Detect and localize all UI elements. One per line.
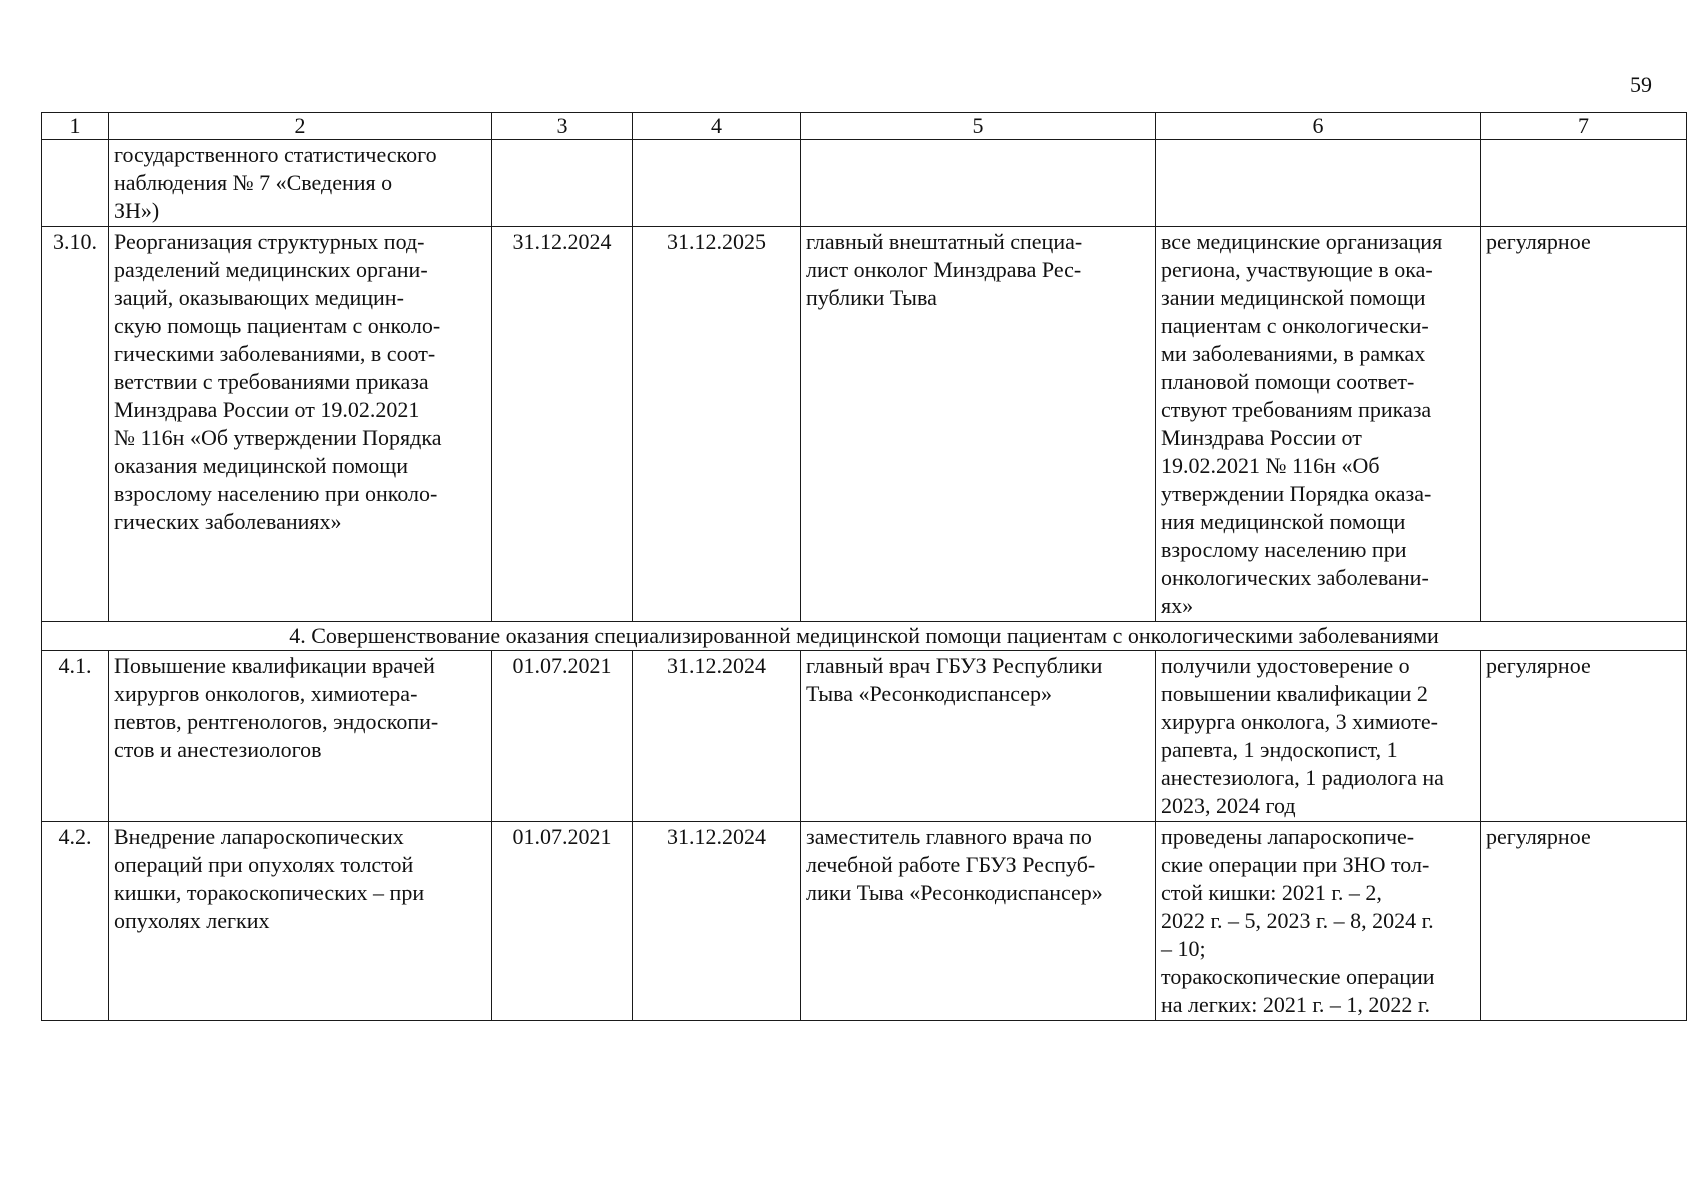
action-cell: государственного статистического наблюдения № 7 «Сведения о ЗН») (109, 140, 492, 227)
row-number: 3.10. (42, 227, 109, 622)
start-date-cell: 01.07.2021 (492, 822, 633, 1021)
table-row (42, 227, 1687, 622)
responsible-cell: главный внештатный специа- лист онколог Минздрава Рес- публики Тыва (801, 227, 1156, 622)
start-date-cell: 01.07.2021 (492, 651, 633, 822)
result-cell: все медицинские организация региона, участвующие в ока- зании медицинской помощи пациентам с онкологически- ми заболеваниями, в рамках плановой помощи соответ- ствуют требованиям приказа Минздрава России от 19.02.2021 № 116н «Об утверждении Порядка оказа- ния медицинской помощи взрослому населению при онкологических заболевани- ях» (1156, 227, 1481, 622)
type-cell: регулярное (1481, 227, 1687, 622)
start-date-cell: 31.12.2024 (492, 227, 633, 622)
table-row (42, 822, 1687, 1021)
responsible-cell: главный врач ГБУЗ Республики Тыва «Ресонкодиспансер» (801, 651, 1156, 822)
result-cell: получили удостоверение о повышении квалификации 2 хирурга онколога, 3 химиоте- рапевта, 1 эндоскопист, 1 анестезиолога, 1 радиолога на 2023, 2024 год (1156, 651, 1481, 822)
start-date-cell (492, 140, 633, 227)
column-header: 2 (109, 113, 492, 140)
action-cell: Реорганизация структурных под- разделений медицинских органи- заций, оказывающих медицин- скую помощь пациентам с онколо- гическими заболеваниями, в соот- ветствии с требованиями приказа Минздрава России от 19.02.2021 № 116н «Об утверждении Порядка оказания медицинской помощи взрослому населению при онколо- гических заболеваниях» (109, 227, 492, 622)
end-date-cell: 31.12.2024 (633, 822, 801, 1021)
row-number: 4.1. (42, 651, 109, 822)
section-heading-row (42, 622, 1687, 651)
column-header: 4 (633, 113, 801, 140)
action-cell: Повышение квалификации врачей хирургов онкологов, химиотера- певтов, рентгенологов, эндоскопи- стов и анестезиологов (109, 651, 492, 822)
type-cell: регулярное (1481, 822, 1687, 1021)
end-date-cell: 31.12.2025 (633, 227, 801, 622)
page-number: 59 (1630, 72, 1652, 97)
column-header: 5 (801, 113, 1156, 140)
responsible-cell: заместитель главного врача по лечебной работе ГБУЗ Респуб- лики Тыва «Ресонкодиспансер» (801, 822, 1156, 1021)
row-number (42, 140, 109, 227)
end-date-cell: 31.12.2024 (633, 651, 801, 822)
row-number: 4.2. (42, 822, 109, 1021)
table-row (42, 140, 1687, 227)
column-header: 6 (1156, 113, 1481, 140)
table-row (42, 651, 1687, 822)
column-header: 7 (1481, 113, 1687, 140)
section-title: 4. Совершенствование оказания специализированной медицинской помощи пациентам с онкологическими заболеваниями (42, 622, 1687, 651)
action-cell: Внедрение лапароскопических операций при опухолях толстой кишки, торакоскопических – при опухолях легких (109, 822, 492, 1021)
column-header: 1 (42, 113, 109, 140)
end-date-cell (633, 140, 801, 227)
responsible-cell (801, 140, 1156, 227)
result-cell (1156, 140, 1481, 227)
result-cell: проведены лапароскопиче- ские операции при ЗНО тол- стой кишки: 2021 г. – 2, 2022 г. – 5, 2023 г. – 8, 2024 г. – 10; торакоскопические операции на легких: 2021 г. – 1, 2022 г. (1156, 822, 1481, 1021)
column-header: 3 (492, 113, 633, 140)
plan-table (41, 112, 1687, 1021)
type-cell (1481, 140, 1687, 227)
type-cell: регулярное (1481, 651, 1687, 822)
column-number-row (42, 113, 1687, 140)
